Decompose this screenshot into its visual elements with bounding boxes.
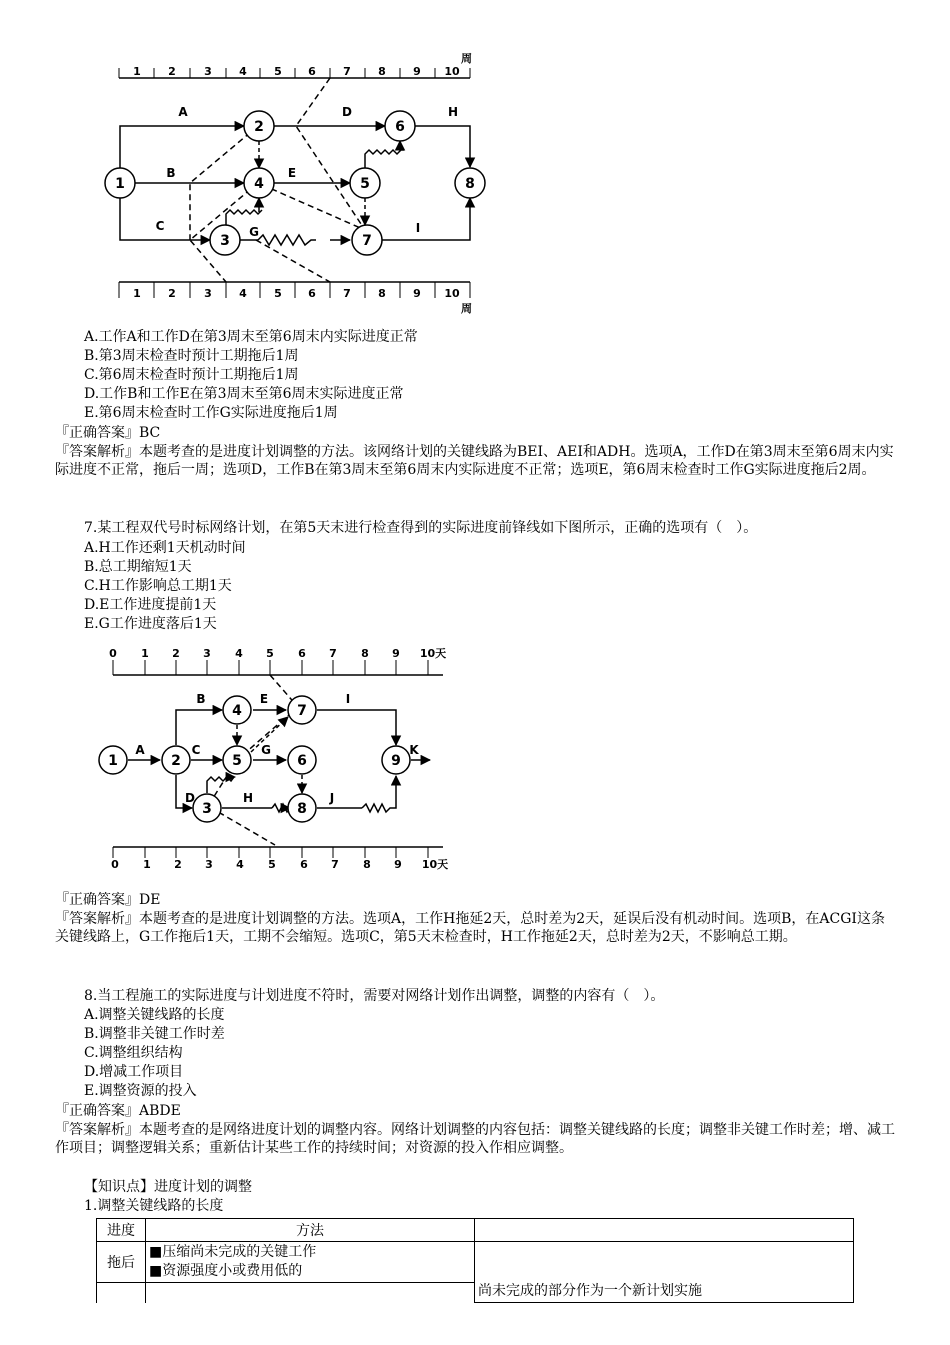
node-3: 3 (220, 233, 230, 249)
q8-analysis: 『答案解析』本题考查的是网络进度计划的调整内容。网络计划调整的内容包括：调整关键线路的长度；调整非关键工作时差；增、减工作项目；调整逻辑关系；重新估计某些工作的持续时间；对资源的投入作相应调整。 (55, 1122, 895, 1156)
q6-option-b: B.第3周末检查时预计工期拖后1周 (84, 348, 299, 364)
q8-option-e: E.调整资源的投入 (84, 1083, 197, 1099)
week-unit-bottom: 周 (461, 302, 472, 315)
q6-option-e: E.第6周末检查时工作G实际进度拖后1周 (84, 405, 338, 421)
day-tick-10: 10天 (421, 858, 449, 871)
top-time-scale (119, 52, 472, 78)
day-tick-2: 2 (174, 858, 182, 871)
tick-5: 5 (274, 65, 282, 78)
node-5: 5 (360, 176, 370, 192)
day-tick-3: 3 (205, 858, 213, 871)
q7-answer: 『正确答案』DE (55, 892, 161, 908)
node-2: 2 (254, 119, 264, 135)
head-progress: 进度 (97, 1219, 146, 1242)
empty-cell-2 (146, 1283, 475, 1303)
node-1: 1 (115, 176, 125, 192)
day-tick-6: 6 (300, 858, 308, 871)
tick-2: 2 (168, 65, 176, 78)
label-J: J (329, 791, 335, 805)
q6-option-c: C.第6周末检查时预计工期拖后1周 (84, 367, 299, 383)
label-C: C (191, 743, 201, 757)
q7-option-e: E.G工作进度落后1天 (84, 616, 217, 632)
method-cell (146, 1242, 475, 1283)
day-tick-6: 6 (298, 647, 306, 660)
node-3: 3 (202, 801, 212, 817)
node-4: 4 (254, 176, 264, 192)
head-method: 方法 (146, 1219, 475, 1242)
tick-10: 10 (444, 65, 460, 78)
q8-option-a: A.调整关键线路的长度 (84, 1007, 225, 1023)
q7-option-c: C.H工作影响总工期1天 (84, 578, 232, 594)
head-empty (475, 1219, 854, 1242)
label-E: E (287, 166, 297, 180)
tick-9: 9 (413, 287, 421, 300)
label-A: A (135, 743, 145, 757)
label-E: E (259, 692, 269, 706)
q8-answer: 『正确答案』ABDE (55, 1103, 181, 1119)
q8-option-b: B.调整非关键工作时差 (84, 1026, 225, 1042)
label-I: I (345, 692, 351, 706)
day-tick-0: 0 (109, 647, 117, 660)
tick-1: 1 (133, 65, 141, 78)
tick-5: 5 (274, 287, 282, 300)
bottom-day-scale (111, 847, 448, 871)
label-B: B (196, 692, 206, 706)
week-unit-top: 周 (461, 52, 472, 65)
day-tick-10: 10天 (419, 647, 447, 660)
q7-analysis: 『答案解析』本题考查的是进度计划调整的方法。选项A，工作H拖延2天，总时差为2天，延误后没有机动时间。选项B，在ACGI这条关键线路上，G工作拖后1天，工期不会缩短。选项C，第5天末检查时，H工作拖延2天，总时差为2天，不影响总工期。 (55, 911, 885, 945)
top-day-scale (109, 647, 446, 675)
day-tick-1: 1 (141, 647, 149, 660)
label-I: I (415, 221, 421, 235)
row-lag-label: 拖后 (97, 1242, 146, 1283)
tick-8: 8 (378, 65, 386, 78)
day-tick-7: 7 (329, 647, 337, 660)
day-tick-8: 8 (363, 858, 371, 871)
node-6: 6 (395, 119, 405, 135)
adjustment-table (96, 1218, 854, 1303)
tick-6: 6 (308, 287, 316, 300)
q8-stem: 8.当工程施工的实际进度与计划进度不符时，需要对网络计划作出调整，调整的内容有（ ）。 (84, 988, 665, 1004)
day-tick-4: 4 (235, 647, 243, 660)
label-D: D (185, 791, 195, 805)
tick-3: 3 (204, 287, 212, 300)
node-6: 6 (297, 753, 307, 769)
label-K: K (409, 743, 419, 757)
bottom-time-scale (119, 282, 472, 315)
day-tick-9: 9 (394, 858, 402, 871)
label-H: H (242, 791, 254, 805)
day-tick-8: 8 (361, 647, 369, 660)
tick-9: 9 (413, 65, 421, 78)
network-nodes (99, 696, 410, 822)
node-4: 4 (232, 703, 242, 719)
knowledge-title: 【知识点】进度计划的调整 (84, 1179, 252, 1195)
tick-4: 4 (239, 65, 247, 78)
q8-option-d: D.增减工作项目 (84, 1064, 184, 1080)
label-B: B (166, 166, 176, 180)
label-G: G (261, 743, 271, 757)
q7-option-b: B.总工期缩短1天 (84, 559, 192, 575)
day-tick-0: 0 (111, 858, 119, 871)
q6-option-a: A.工作A和工作D在第3周末至第6周末内实际进度正常 (84, 329, 418, 345)
node-9: 9 (391, 753, 401, 769)
tick-7: 7 (343, 65, 351, 78)
empty-cell-1 (97, 1283, 146, 1303)
day-tick-2: 2 (172, 647, 180, 660)
q6-option-d: D.工作B和工作E在第3周末至第6周末实际进度正常 (84, 386, 404, 402)
tick-8: 8 (378, 287, 386, 300)
node-1: 1 (108, 753, 118, 769)
node-2: 2 (171, 753, 181, 769)
network-diagram-days (0, 640, 950, 880)
day-tick-5: 5 (266, 647, 274, 660)
tick-2: 2 (168, 287, 176, 300)
day-tick-5: 5 (268, 858, 276, 871)
tick-6: 6 (308, 65, 316, 78)
method-item-1: ■压缩尚未完成的关键工作 (149, 1244, 317, 1260)
tick-3: 3 (204, 65, 212, 78)
tick-1: 1 (133, 287, 141, 300)
node-5: 5 (232, 753, 242, 769)
method-item-2: ■资源强度小或费用低的 (149, 1263, 303, 1279)
label-H: H (447, 105, 459, 119)
label-C: C (155, 219, 165, 233)
q7-option-a: A.H工作还剩1天机动时间 (84, 540, 246, 556)
node-8: 8 (297, 801, 307, 817)
tick-10: 10 (444, 287, 460, 300)
tick-4: 4 (239, 287, 247, 300)
label-A: A (178, 105, 188, 119)
node-8: 8 (465, 176, 475, 192)
q6-analysis: 『答案解析』本题考查的是进度计划调整的方法。该网络计划的关键线路为BEI、AEI和ADH。选项A，工作D在第3周末至第6周末内实际进度不正常，拖后一周；选项D，工作B在第3周末至第6周末内实际进度不正常；选项E，第6周末检查时工作G实际进度拖后2周。 (55, 444, 894, 478)
day-tick-3: 3 (203, 647, 211, 660)
q7-stem: 7.某工程双代号时标网络计划，在第5天末进行检查得到的实际进度前锋线如下图所示，正确的选项有（ ）。 (84, 520, 758, 536)
day-tick-9: 9 (392, 647, 400, 660)
note-cell: 尚未完成的部分作为一个新计划实施 (475, 1242, 854, 1303)
knowledge-subtitle: 1.调整关键线路的长度 (84, 1198, 224, 1214)
node-7: 7 (297, 703, 307, 719)
q6-answer: 『正确答案』BC (55, 425, 161, 441)
node-7: 7 (362, 233, 372, 249)
day-tick-7: 7 (331, 858, 339, 871)
tick-7: 7 (343, 287, 351, 300)
q7-option-d: D.E工作进度提前1天 (84, 597, 217, 613)
label-G: G (249, 225, 259, 239)
day-tick-4: 4 (236, 858, 244, 871)
network-diagram-weeks (0, 0, 950, 330)
day-tick-1: 1 (143, 858, 151, 871)
label-D: D (342, 105, 352, 119)
q8-option-c: C.调整组织结构 (84, 1045, 183, 1061)
